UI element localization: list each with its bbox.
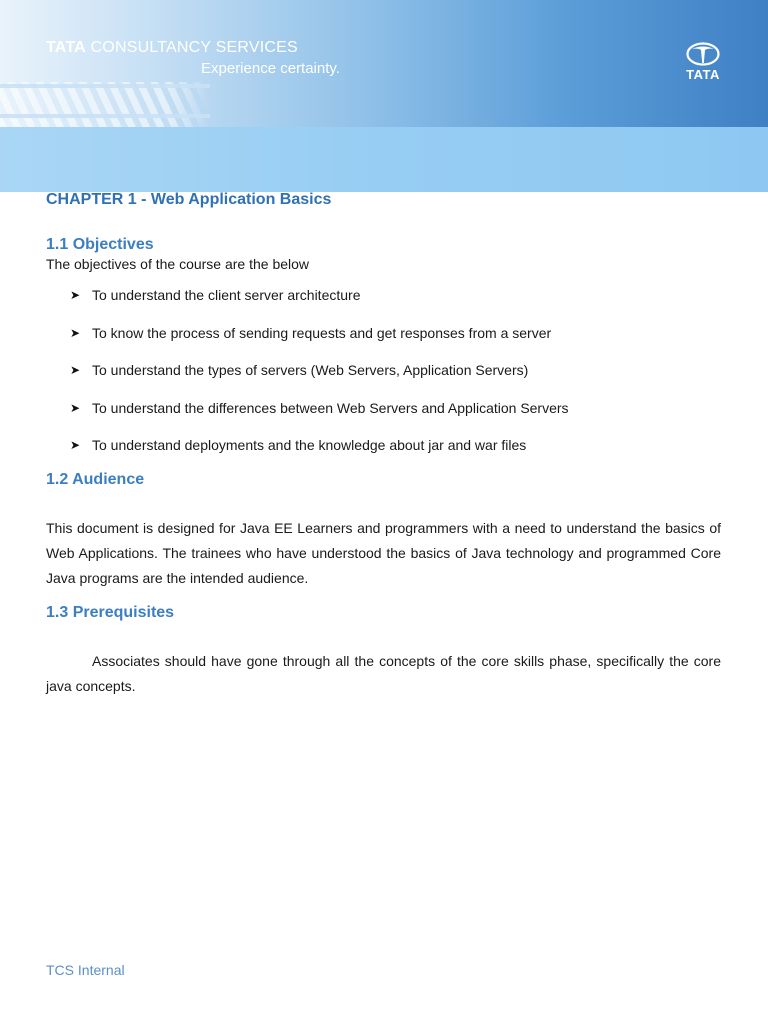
list-item xyxy=(46,435,721,473)
header-band xyxy=(0,127,768,192)
tata-logo-word: TATA xyxy=(686,67,720,82)
tata-logo-icon xyxy=(686,42,720,66)
list-item xyxy=(46,285,721,323)
list-item-text: To understand the client server architecture xyxy=(92,287,361,303)
arrowhead-bullet-icon: ➤ xyxy=(70,288,81,302)
tata-logo xyxy=(677,42,729,84)
objectives-intro: The objectives of the course are the below xyxy=(46,256,310,272)
list-item-text: To know the process of sending requests and get responses from a server xyxy=(92,324,552,341)
section-heading-audience: 1.2 Audience xyxy=(46,470,145,488)
chapter-title: CHAPTER 1 - Web Application Basics xyxy=(46,191,332,208)
arrowhead-bullet-icon: ➤ xyxy=(70,438,81,452)
arrowhead-bullet-icon: ➤ xyxy=(70,400,81,415)
objectives-list xyxy=(46,285,721,473)
prerequisites-paragraph: Associates should have gone through all the concepts of the core skills phase, specifically the core java concepts. xyxy=(46,652,721,694)
brand-name xyxy=(46,39,298,57)
arrowhead-bullet-icon: ➤ xyxy=(70,325,81,340)
page-header xyxy=(0,0,768,192)
list-item-text: To understand deployments and the knowledge about jar and war files xyxy=(92,437,527,453)
audience-paragraph: This document is designed for Java EE Learners and programmers with a need to understand the basics of Web Applications. The trainees who have understood the basics of Java technology and programmed Core Java programs are the intended audience. xyxy=(46,519,721,586)
section-heading-objectives: 1.1 Objectives xyxy=(46,236,154,253)
arrowhead-bullet-icon: ➤ xyxy=(70,363,81,377)
list-item xyxy=(46,323,721,361)
list-item-text: To understand the types of servers (Web Servers, Application Servers) xyxy=(92,362,529,378)
document-body xyxy=(46,188,721,699)
list-item-text: To understand the differences between Web Servers and Application Servers xyxy=(92,399,569,416)
footer-classification: TCS Internal xyxy=(46,962,125,978)
brand-name-rest: CONSULTANCY SERVICES xyxy=(85,39,298,56)
list-item xyxy=(46,360,721,398)
list-item xyxy=(46,398,721,436)
brand-tagline: Experience certainty. xyxy=(201,60,340,77)
section-heading-prerequisites: 1.3 Prerequisites xyxy=(46,603,175,621)
brand-name-bold: TATA xyxy=(46,39,86,56)
